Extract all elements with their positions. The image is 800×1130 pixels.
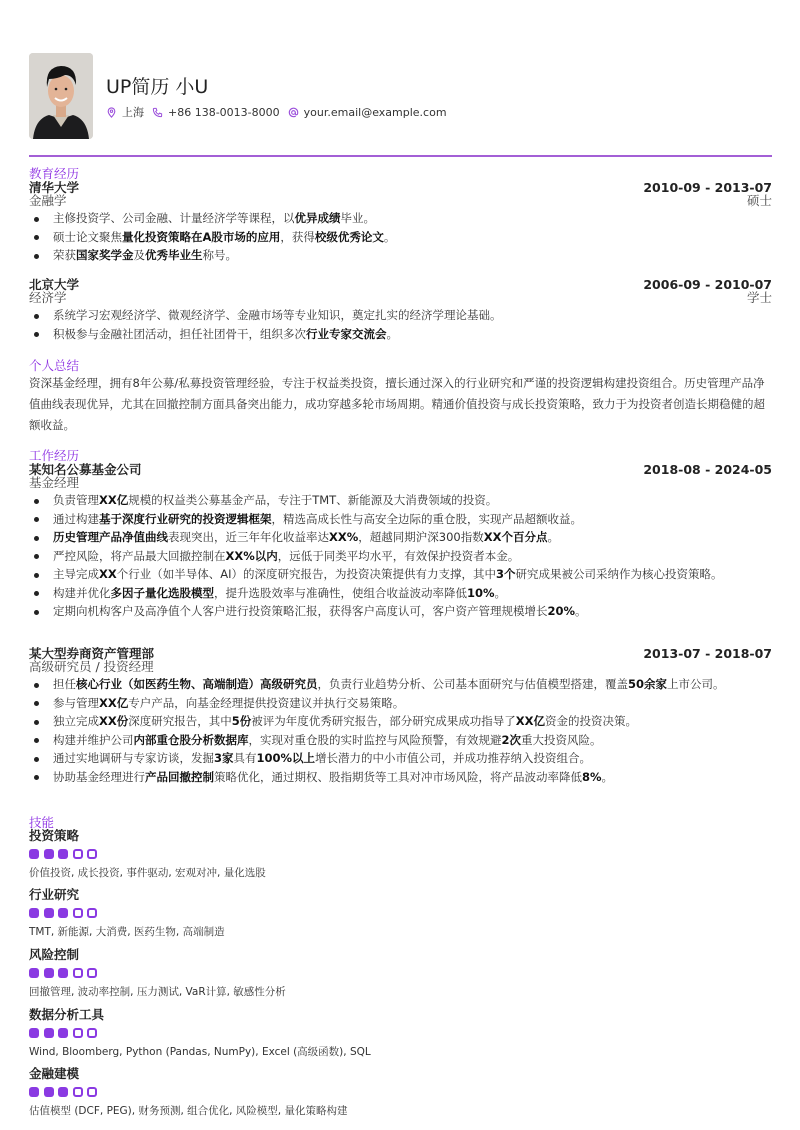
- bullet-item: 协助基金经理进行产品回撤控制策略优化，通过期权、股指期货等工具对冲市场风险，将产品波动率降低8%。: [29, 771, 772, 784]
- filled-dot-icon: [44, 849, 54, 859]
- header-divider: [29, 155, 772, 157]
- filled-dot-icon: [58, 849, 68, 859]
- contact-info: [106, 104, 455, 120]
- location-pin-icon: [106, 107, 117, 118]
- bullet-item: 参与管理XX亿专户产品，向基金经理提供投资建议并执行交易策略。: [29, 697, 772, 710]
- resume-header: [29, 53, 772, 139]
- education-school: 北京大学: [29, 277, 80, 292]
- skill-description: Wind, Bloomberg, Python (Pandas, NumPy), Excel (高级函数), SQL: [29, 1046, 371, 1058]
- bullet-item: 系统学习宏观经济学、微观经济学、金融市场等专业知识，奠定扎实的经济学理论基础。: [29, 309, 772, 322]
- bullet-item: 定期向机构客户及高净值个人客户进行投资策略汇报，获得客户高度认可，客户资产管理规模增长20%。: [29, 605, 772, 618]
- filled-dot-icon: [44, 908, 54, 918]
- skill-description: 估值模型 (DCF, PEG), 财务预测, 组合优化, 风险模型, 量化策略构建: [29, 1105, 348, 1117]
- skill-description: TMT, 新能源, 大消费, 医药生物, 高端制造: [29, 926, 225, 938]
- work-role: 高级研究员 / 投资经理: [29, 659, 154, 674]
- section-title-education: 教育经历: [29, 166, 80, 181]
- empty-dot-icon: [87, 968, 97, 978]
- bullet-item: 构建并优化多因子量化选股模型，提升选股效率与准确性，使组合收益波动率降低10%。: [29, 587, 772, 600]
- filled-dot-icon: [44, 1087, 54, 1097]
- work-dates: 2013-07 - 2018-07: [643, 646, 772, 661]
- education-major: 金融学: [29, 193, 67, 208]
- bullet-item: 严控风险，将产品最大回撤控制在XX%以内，远低于同类平均水平，有效保护投资者本金。: [29, 550, 772, 563]
- filled-dot-icon: [58, 908, 68, 918]
- work-dates: 2018-08 - 2024-05: [643, 462, 772, 477]
- empty-dot-icon: [73, 1028, 83, 1038]
- skill-name: 风险控制: [29, 947, 80, 962]
- skill-name: 行业研究: [29, 887, 80, 902]
- empty-dot-icon: [73, 968, 83, 978]
- work-company: 某大型券商资产管理部: [29, 646, 155, 661]
- skill-level-rating: [29, 1087, 429, 1097]
- skill-description: 价值投资, 成长投资, 事件驱动, 宏观对冲, 量化选股: [29, 867, 266, 879]
- filled-dot-icon: [29, 968, 39, 978]
- bullet-item: 积极参与金融社团活动，担任社团骨干，组织多次行业专家交流会。: [29, 328, 772, 341]
- empty-dot-icon: [73, 908, 83, 918]
- empty-dot-icon: [87, 849, 97, 859]
- skill-level-rating: [29, 1028, 429, 1038]
- skill-name: 金融建模: [29, 1066, 80, 1081]
- skill-item: [29, 948, 429, 999]
- education-dates: 2006-09 - 2010-07: [643, 277, 772, 292]
- bullet-item: 构建并维护公司内部重仓股分析数据库，实现对重仓股的实时监控与风险预警，有效规避2次重大投资风险。: [29, 734, 772, 747]
- skill-item: [29, 888, 429, 939]
- education-school: 清华大学: [29, 180, 80, 195]
- section-title-summary: 个人总结: [29, 358, 80, 373]
- bullet-item: 担任核心行业（如医药生物、高端制造）高级研究员，负责行业趋势分析、公司基本面研究与估值模型搭建，覆盖50余家上市公司。: [29, 678, 772, 691]
- empty-dot-icon: [87, 1028, 97, 1038]
- skill-level-rating: [29, 968, 429, 978]
- filled-dot-icon: [29, 908, 39, 918]
- bullet-item: 历史管理产品净值曲线表现突出，近三年年化收益率达XX%，超越同期沪深300指数XX个百分点。: [29, 531, 772, 544]
- empty-dot-icon: [87, 908, 97, 918]
- bullet-item: 负责管理XX亿规模的权益类公募基金产品，专注于TMT、新能源及大消费领域的投资。: [29, 494, 772, 507]
- filled-dot-icon: [58, 1087, 68, 1097]
- skill-item: [29, 829, 429, 880]
- filled-dot-icon: [44, 968, 54, 978]
- skill-item: [29, 1067, 429, 1118]
- phone-icon: [152, 107, 163, 118]
- skill-level-rating: [29, 908, 429, 918]
- contact-location: [106, 104, 144, 120]
- filled-dot-icon: [58, 968, 68, 978]
- education-major: 经济学: [29, 290, 67, 305]
- section-title-work: 工作经历: [29, 448, 80, 463]
- skill-name: 投资策略: [29, 828, 80, 843]
- bullet-item: 独立完成XX份深度研究报告，其中5份被评为年度优秀研究报告，部分研究成果成功指导了XX亿资金的投资决策。: [29, 715, 772, 728]
- work-bullets: [29, 678, 772, 789]
- bullet-item: 主修投资学、公司金融、计量经济学等课程，以优异成绩毕业。: [29, 212, 772, 225]
- bullet-item: 荣获国家奖学金及优秀毕业生称号。: [29, 249, 772, 262]
- education-dates: 2010-09 - 2013-07: [643, 180, 772, 195]
- bullet-item: 通过构建基于深度行业研究的投资逻辑框架，精选高成长性与高安全边际的重仓股，实现产品超额收益。: [29, 513, 772, 526]
- bullet-item: 通过实地调研与专家访谈，发掘3家具有100%以上增长潜力的中小市值公司，并成功推荐纳入投资组合。: [29, 752, 772, 765]
- bullet-item: 硕士论文聚焦量化投资策略在A股市场的应用，获得校级优秀论文。: [29, 231, 772, 244]
- phone-text[interactable]: +86 138-0013-8000: [168, 105, 280, 119]
- profile-photo: [29, 53, 93, 139]
- skill-level-rating: [29, 849, 429, 859]
- location-text: 上海: [122, 106, 144, 119]
- work-bullets: [29, 494, 772, 624]
- empty-dot-icon: [73, 849, 83, 859]
- education-bullets: [29, 212, 772, 268]
- section-title-skills: 技能: [29, 815, 55, 830]
- email-text[interactable]: your.email@example.com: [303, 105, 447, 119]
- filled-dot-icon: [29, 849, 39, 859]
- skill-item: [29, 1008, 429, 1059]
- education-degree: 硕士: [746, 193, 772, 208]
- bullet-item: 主导完成XX个行业（如半导体、AI）的深度研究报告，为投资决策提供有力支撑，其中3个研究成果被公司采纳作为核心投资策略。: [29, 568, 772, 581]
- contact-phone: [152, 106, 280, 119]
- work-role: 基金经理: [29, 475, 80, 490]
- work-company: 某知名公募基金公司: [29, 462, 142, 477]
- filled-dot-icon: [29, 1087, 39, 1097]
- filled-dot-icon: [58, 1028, 68, 1038]
- filled-dot-icon: [29, 1028, 39, 1038]
- skill-description: 回撤管理, 波动率控制, 压力测试, VaR计算, 敏感性分析: [29, 986, 286, 998]
- filled-dot-icon: [44, 1028, 54, 1038]
- empty-dot-icon: [87, 1087, 97, 1097]
- education-degree: 学士: [746, 290, 772, 305]
- education-bullets: [29, 309, 772, 346]
- skill-name: 数据分析工具: [29, 1007, 105, 1022]
- at-sign-icon: [288, 107, 299, 118]
- empty-dot-icon: [73, 1087, 83, 1097]
- summary-text: 资深基金经理，拥有8年公募/私募投资管理经验，专注于权益类投资，擅长通过深入的行业研究和严谨的投资逻辑构建投资组合。历史管理产品净值曲线表现优异，尤其在回撤控制方面具备突出能力，成功穿越多轮市场周期。精通价值投资与成长投资策略，致力于为投资者创造长期稳健的超额收益。: [29, 376, 765, 432]
- contact-email: [288, 106, 447, 119]
- candidate-name: UP简历 小U: [106, 76, 209, 98]
